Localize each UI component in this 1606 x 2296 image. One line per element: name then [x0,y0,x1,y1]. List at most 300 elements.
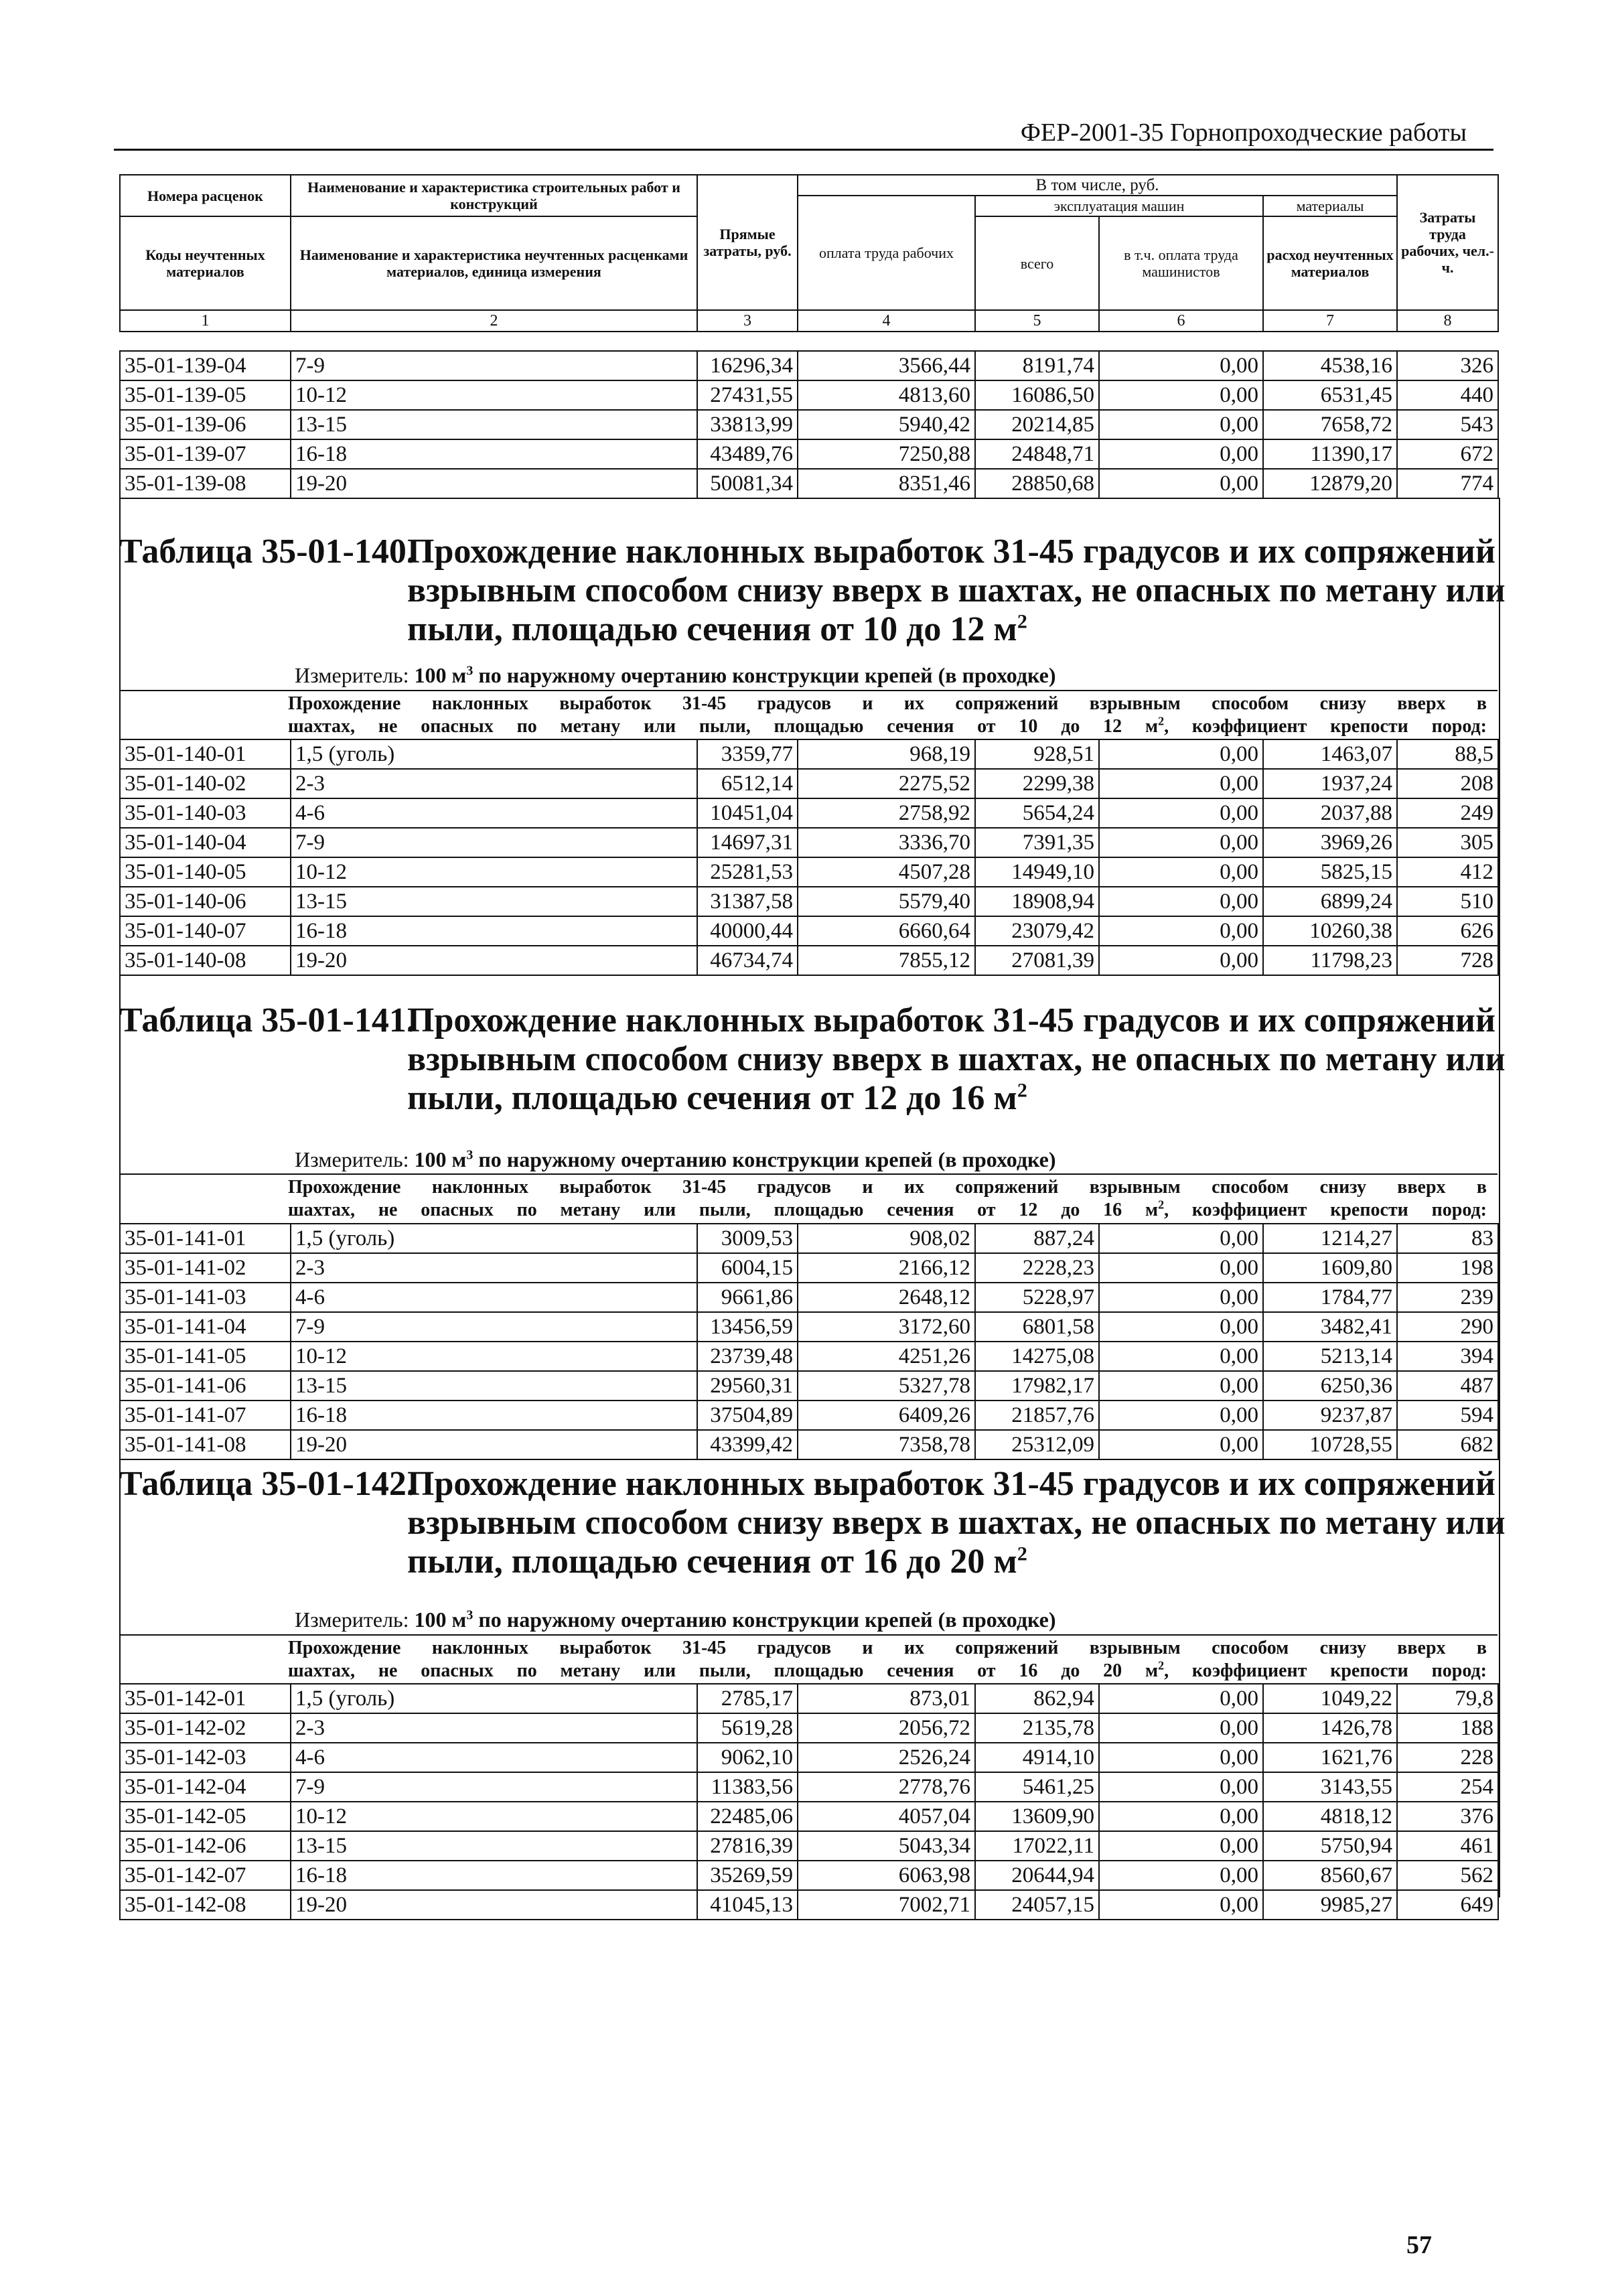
value-cell: 23079,42 [975,916,1099,946]
col-number: 8 [1397,310,1498,332]
value-cell: 0,00 [1099,857,1263,887]
value-cell: 9237,87 [1263,1401,1397,1430]
value-cell: 27816,39 [697,1831,798,1861]
value-cell: 0,00 [1099,1371,1263,1401]
table-row [120,351,1498,380]
value-cell: 0,00 [1099,798,1263,828]
value-cell: 1621,76 [1263,1743,1397,1772]
divider [119,1634,1498,1636]
value-cell: 8351,46 [798,469,975,498]
rate-code-cell: 35-01-139-06 [120,410,291,439]
rate-code-cell: 35-01-139-08 [120,469,291,498]
table-row [120,1224,1498,1253]
value-cell: 13609,90 [975,1802,1099,1831]
value-cell: 5327,78 [798,1371,975,1401]
value-cell: 2166,12 [798,1253,975,1283]
measure-unit: Измеритель: 100 $м^3$ по наружному очертанию конструкции крепей (в проходке) [295,1607,1056,1632]
measure-unit: Измеритель: 100 $м^3$ по наружному очертанию конструкции крепей (в проходке) [295,663,1056,687]
value-cell: 412 [1397,857,1498,887]
value-cell: 326 [1397,351,1498,380]
value-cell: 7002,71 [798,1890,975,1920]
table-row [120,439,1498,469]
value-cell: 16086,50 [975,380,1099,410]
rate-code-cell: 35-01-141-07 [120,1401,291,1430]
value-cell: 2778,76 [798,1772,975,1802]
value-cell: 0,00 [1099,1283,1263,1312]
value-cell: 83 [1397,1224,1498,1253]
value-cell: 682 [1397,1430,1498,1459]
table-row [120,1283,1498,1312]
value-cell: 29560,31 [697,1371,798,1401]
value-cell: 1426,78 [1263,1713,1397,1743]
value-cell: 16296,34 [697,351,798,380]
value-cell: 33813,99 [697,410,798,439]
value-cell: 249 [1397,798,1498,828]
value-cell: 18908,94 [975,887,1099,916]
value-cell: 774 [1397,469,1498,498]
rates-table-140 [119,739,1499,976]
value-cell: 3566,44 [798,351,975,380]
table-caption: Прохождение наклонных выработок 31-45 градусов и их сопряжений взрывным способом снизу вверх в шахтах, не опасных по метану или пыли, площадью сечения от 16 до 20 $м^2$ [407,1465,1506,1581]
value-cell: 5825,15 [1263,857,1397,887]
col3-header: Прямые затраты, руб. [697,175,798,310]
col5-header: всего [975,216,1099,310]
rock-hardness-cell: 1,5 (уголь) [291,1684,697,1713]
value-cell: 10728,55 [1263,1430,1397,1459]
rock-hardness-cell: 4-6 [291,1743,697,1772]
rate-code-cell: 35-01-142-04 [120,1772,291,1802]
value-cell: 208 [1397,769,1498,798]
table-label: Таблица 35-01-141. [119,1001,415,1039]
value-cell: 2228,23 [975,1253,1099,1283]
value-cell: 0,00 [1099,1861,1263,1890]
value-cell: 510 [1397,887,1498,916]
value-cell: 5619,28 [697,1713,798,1743]
value-cell: 0,00 [1099,1342,1263,1371]
value-cell: 27431,55 [697,380,798,410]
machines-header: эксплуатация машин [975,196,1263,216]
table-row [120,410,1498,439]
value-cell: 3172,60 [798,1312,975,1342]
value-cell: 7855,12 [798,946,975,975]
rate-code-cell: 35-01-140-04 [120,828,291,857]
value-cell: 2299,38 [975,769,1099,798]
rock-hardness-cell: 13-15 [291,410,697,439]
value-cell: 0,00 [1099,769,1263,798]
value-cell: 9661,86 [697,1283,798,1312]
rate-code-cell: 35-01-139-07 [120,439,291,469]
rate-code-cell: 35-01-142-01 [120,1684,291,1713]
running-title: ФЕР-2001-35 Горнопроходческие работы [1020,119,1467,147]
rock-hardness-cell: 1,5 (уголь) [291,739,697,769]
value-cell: 394 [1397,1342,1498,1371]
value-cell: 0,00 [1099,380,1263,410]
value-cell: 2648,12 [798,1283,975,1312]
table-row [120,1802,1498,1831]
value-cell: 7391,35 [975,828,1099,857]
value-cell: 1214,27 [1263,1224,1397,1253]
group-description: Прохождение наклонных выработок 31-45 градусов и их сопряжений взрывным способом снизу вверх в шахтах, не опасных по метану или пыли, площадью сечения от 12 до 16 $м^2$, коэффициент крепости пород: [288,1177,1487,1220]
value-cell: 2056,72 [798,1713,975,1743]
value-cell: 873,01 [798,1684,975,1713]
value-cell: 543 [1397,410,1498,439]
col1-header-bottom: Коды неучтенных материалов [120,216,291,310]
value-cell: 5228,97 [975,1283,1099,1312]
table-row [120,769,1498,798]
value-cell: 188 [1397,1713,1498,1743]
table-row [120,857,1498,887]
value-cell: 17982,17 [975,1371,1099,1401]
rate-code-cell: 35-01-140-01 [120,739,291,769]
col8-header: Затраты труда рабочих, чел.-ч. [1397,175,1498,310]
value-cell: 4813,60 [798,380,975,410]
rock-hardness-cell: 13-15 [291,887,697,916]
rate-code-cell: 35-01-141-02 [120,1253,291,1283]
table-row [120,1684,1498,1713]
divider [119,690,1498,691]
value-cell: 4251,26 [798,1342,975,1371]
value-cell: 8560,67 [1263,1861,1397,1890]
value-cell: 461 [1397,1831,1498,1861]
value-cell: 37504,89 [697,1401,798,1430]
value-cell: 5043,34 [798,1831,975,1861]
value-cell: 11798,23 [1263,946,1397,975]
value-cell: 43489,76 [697,439,798,469]
value-cell: 6512,14 [697,769,798,798]
rock-hardness-cell: 10-12 [291,380,697,410]
value-cell: 43399,42 [697,1430,798,1459]
value-cell: 1463,07 [1263,739,1397,769]
table-row [120,828,1498,857]
table-row [120,1743,1498,1772]
rock-hardness-cell: 2-3 [291,1253,697,1283]
value-cell: 626 [1397,916,1498,946]
value-cell: 0,00 [1099,946,1263,975]
rate-code-cell: 35-01-141-06 [120,1371,291,1401]
value-cell: 672 [1397,439,1498,469]
value-cell: 0,00 [1099,1684,1263,1713]
col6-header: в т.ч. оплата труда машинистов [1099,216,1263,310]
value-cell: 2135,78 [975,1713,1099,1743]
value-cell: 25281,53 [697,857,798,887]
value-cell: 3969,26 [1263,828,1397,857]
value-cell: 20644,94 [975,1861,1099,1890]
value-cell: 1784,77 [1263,1283,1397,1312]
rock-hardness-cell: 19-20 [291,1430,697,1459]
value-cell: 5579,40 [798,887,975,916]
rate-code-cell: 35-01-142-05 [120,1802,291,1831]
col2-header-bottom: Наименование и характеристика неучтенных расценками материалов, единица измерения [291,216,697,310]
value-cell: 6250,36 [1263,1371,1397,1401]
col-number: 2 [291,310,697,332]
table-caption: Прохождение наклонных выработок 31-45 градусов и их сопряжений взрывным способом снизу вверх в шахтах, не опасных по метану или пыли, площадью сечения от 10 до 12 $м^2$ [407,532,1506,648]
value-cell: 440 [1397,380,1498,410]
table-caption: Прохождение наклонных выработок 31-45 градусов и их сопряжений взрывным способом снизу вверх в шахтах, не опасных по метану или пыли, площадью сечения от 12 до 16 $м^2$ [407,1001,1506,1117]
rock-hardness-cell: 16-18 [291,439,697,469]
rock-hardness-cell: 13-15 [291,1831,697,1861]
table-row [120,1312,1498,1342]
value-cell: 0,00 [1099,739,1263,769]
value-cell: 0,00 [1099,410,1263,439]
value-cell: 31387,58 [697,887,798,916]
rock-hardness-cell: 4-6 [291,1283,697,1312]
col-number: 1 [120,310,291,332]
value-cell: 13456,59 [697,1312,798,1342]
rates-table-139 [119,350,1499,499]
value-cell: 0,00 [1099,916,1263,946]
rock-hardness-cell: 7-9 [291,828,697,857]
rock-hardness-cell: 2-3 [291,1713,697,1743]
value-cell: 0,00 [1099,1772,1263,1802]
col-number: 3 [697,310,798,332]
table-row [120,1342,1498,1371]
rock-hardness-cell: 10-12 [291,1802,697,1831]
rate-code-cell: 35-01-141-03 [120,1283,291,1312]
rate-code-cell: 35-01-140-02 [120,769,291,798]
value-cell: 198 [1397,1253,1498,1283]
value-cell: 1937,24 [1263,769,1397,798]
rock-hardness-cell: 19-20 [291,1890,697,1920]
table-row [120,1253,1498,1283]
value-cell: 0,00 [1099,469,1263,498]
value-cell: 88,5 [1397,739,1498,769]
rate-code-cell: 35-01-140-08 [120,946,291,975]
value-cell: 27081,39 [975,946,1099,975]
value-cell: 24057,15 [975,1890,1099,1920]
value-cell: 6801,58 [975,1312,1099,1342]
divider [119,1173,1498,1175]
table-row [120,469,1498,498]
value-cell: 14275,08 [975,1342,1099,1371]
value-cell: 6004,15 [697,1253,798,1283]
value-cell: 8191,74 [975,351,1099,380]
value-cell: 79,8 [1397,1684,1498,1713]
table-row [120,1772,1498,1802]
table-row [120,380,1498,410]
rock-hardness-cell: 7-9 [291,1312,697,1342]
rock-hardness-cell: 7-9 [291,1772,697,1802]
table-row [120,1371,1498,1401]
value-cell: 11383,56 [697,1772,798,1802]
value-cell: 0,00 [1099,887,1263,916]
value-cell: 2526,24 [798,1743,975,1772]
value-cell: 20214,85 [975,410,1099,439]
value-cell: 0,00 [1099,1224,1263,1253]
value-cell: 7250,88 [798,439,975,469]
value-cell: 17022,11 [975,1831,1099,1861]
table-label: Таблица 35-01-140. [119,532,415,571]
group-description: Прохождение наклонных выработок 31-45 градусов и их сопряжений взрывным способом снизу вверх в шахтах, не опасных по метану или пыли, площадью сечения от 10 до 12 $м^2$, коэффициент крепости пород: [288,693,1487,737]
rate-code-cell: 35-01-142-06 [120,1831,291,1861]
rate-code-cell: 35-01-141-05 [120,1342,291,1371]
value-cell: 0,00 [1099,439,1263,469]
value-cell: 728 [1397,946,1498,975]
value-cell: 5213,14 [1263,1342,1397,1371]
table-row [120,1831,1498,1861]
value-cell: 239 [1397,1283,1498,1312]
value-cell: 594 [1397,1401,1498,1430]
table-row [120,739,1498,769]
value-cell: 5461,25 [975,1772,1099,1802]
rock-hardness-cell: 4-6 [291,798,697,828]
value-cell: 3336,70 [798,828,975,857]
rock-hardness-cell: 10-12 [291,857,697,887]
value-cell: 4057,04 [798,1802,975,1831]
value-cell: 228 [1397,1743,1498,1772]
value-cell: 3143,55 [1263,1772,1397,1802]
rock-hardness-cell: 2-3 [291,769,697,798]
col-number: 7 [1263,310,1397,332]
value-cell: 6660,64 [798,916,975,946]
value-cell: 3482,41 [1263,1312,1397,1342]
rock-hardness-cell: 10-12 [291,1342,697,1371]
value-cell: 5750,94 [1263,1831,1397,1861]
value-cell: 6409,26 [798,1401,975,1430]
table-row [120,916,1498,946]
rate-code-cell: 35-01-140-07 [120,916,291,946]
rate-code-cell: 35-01-142-07 [120,1861,291,1890]
measure-unit: Измеритель: 100 $м^3$ по наружному очертанию конструкции крепей (в проходке) [295,1147,1056,1171]
col-number: 5 [975,310,1099,332]
value-cell: 1609,80 [1263,1253,1397,1283]
rock-hardness-cell: 19-20 [291,469,697,498]
running-header [114,114,1493,151]
value-cell: 305 [1397,828,1498,857]
value-cell: 487 [1397,1371,1498,1401]
value-cell: 22485,06 [697,1802,798,1831]
table-row [120,1890,1498,1920]
value-cell: 928,51 [975,739,1099,769]
value-cell: 0,00 [1099,1430,1263,1459]
value-cell: 25312,09 [975,1430,1099,1459]
rate-code-cell: 35-01-139-04 [120,351,291,380]
value-cell: 35269,59 [697,1861,798,1890]
rock-hardness-cell: 16-18 [291,916,697,946]
table-row [120,1713,1498,1743]
value-cell: 562 [1397,1861,1498,1890]
rates-table-142 [119,1683,1499,1920]
column-header-table [119,174,1499,332]
value-cell: 5940,42 [798,410,975,439]
value-cell: 0,00 [1099,1831,1263,1861]
value-cell: 0,00 [1099,1312,1263,1342]
value-cell: 23739,48 [697,1342,798,1371]
value-cell: 254 [1397,1772,1498,1802]
rate-code-cell: 35-01-141-08 [120,1430,291,1459]
value-cell: 4818,12 [1263,1802,1397,1831]
value-cell: 649 [1397,1890,1498,1920]
value-cell: 968,19 [798,739,975,769]
value-cell: 3009,53 [697,1224,798,1253]
col4-header: оплата труда рабочих [798,196,975,310]
col-number: 4 [798,310,975,332]
value-cell: 46734,74 [697,946,798,975]
value-cell: 0,00 [1099,351,1263,380]
value-cell: 7658,72 [1263,410,1397,439]
value-cell: 6063,98 [798,1861,975,1890]
value-cell: 0,00 [1099,1253,1263,1283]
rock-hardness-cell: 16-18 [291,1861,697,1890]
rates-table-141 [119,1223,1499,1460]
value-cell: 41045,13 [697,1890,798,1920]
rate-code-cell: 35-01-140-05 [120,857,291,887]
value-cell: 10451,04 [697,798,798,828]
rate-code-cell: 35-01-142-08 [120,1890,291,1920]
col2-header-top: Наименование и характеристика строительных работ и конструкций [291,175,697,216]
value-cell: 0,00 [1099,1890,1263,1920]
value-cell: 3359,77 [697,739,798,769]
col1-header-top: Номера расценок [120,175,291,216]
value-cell: 0,00 [1099,1743,1263,1772]
value-cell: 6899,24 [1263,887,1397,916]
rate-code-cell: 35-01-139-05 [120,380,291,410]
value-cell: 2758,92 [798,798,975,828]
value-cell: 2037,88 [1263,798,1397,828]
rate-code-cell: 35-01-140-03 [120,798,291,828]
value-cell: 5654,24 [975,798,1099,828]
value-cell: 21857,76 [975,1401,1099,1430]
value-cell: 9985,27 [1263,1890,1397,1920]
value-cell: 7358,78 [798,1430,975,1459]
value-cell: 862,94 [975,1684,1099,1713]
value-cell: 50081,34 [697,469,798,498]
value-cell: 2785,17 [697,1684,798,1713]
rate-code-cell: 35-01-141-04 [120,1312,291,1342]
col7-header: расход неучтенных материалов [1263,216,1397,310]
table-label: Таблица 35-01-142. [119,1465,415,1503]
value-cell: 1049,22 [1263,1684,1397,1713]
value-cell: 908,02 [798,1224,975,1253]
col-number: 6 [1099,310,1263,332]
rock-hardness-cell: 7-9 [291,351,697,380]
value-cell: 887,24 [975,1224,1099,1253]
value-cell: 12879,20 [1263,469,1397,498]
value-cell: 24848,71 [975,439,1099,469]
rock-hardness-cell: 13-15 [291,1371,697,1401]
value-cell: 14697,31 [697,828,798,857]
page-number: 57 [1406,2231,1432,2259]
rate-code-cell: 35-01-142-03 [120,1743,291,1772]
value-cell: 0,00 [1099,828,1263,857]
value-cell: 0,00 [1099,1401,1263,1430]
included-header: В том числе, руб. [798,175,1397,196]
rock-hardness-cell: 16-18 [291,1401,697,1430]
table-row [120,1861,1498,1890]
value-cell: 9062,10 [697,1743,798,1772]
value-cell: 28850,68 [975,469,1099,498]
group-description: Прохождение наклонных выработок 31-45 градусов и их сопряжений взрывным способом снизу вверх в шахтах, не опасных по метану или пыли, площадью сечения от 16 до 20 $м^2$, коэффициент крепости пород: [288,1638,1487,1681]
materials-header: материалы [1263,196,1397,216]
rock-hardness-cell: 19-20 [291,946,697,975]
value-cell: 11390,17 [1263,439,1397,469]
rock-hardness-cell: 1,5 (уголь) [291,1224,697,1253]
value-cell: 4914,10 [975,1743,1099,1772]
rate-code-cell: 35-01-141-01 [120,1224,291,1253]
value-cell: 4507,28 [798,857,975,887]
rate-code-cell: 35-01-142-02 [120,1713,291,1743]
value-cell: 0,00 [1099,1802,1263,1831]
value-cell: 4538,16 [1263,351,1397,380]
value-cell: 290 [1397,1312,1498,1342]
table-row [120,1401,1498,1430]
value-cell: 6531,45 [1263,380,1397,410]
value-cell: 14949,10 [975,857,1099,887]
value-cell: 2275,52 [798,769,975,798]
table-row [120,798,1498,828]
table-row [120,887,1498,916]
value-cell: 376 [1397,1802,1498,1831]
value-cell: 40000,44 [697,916,798,946]
